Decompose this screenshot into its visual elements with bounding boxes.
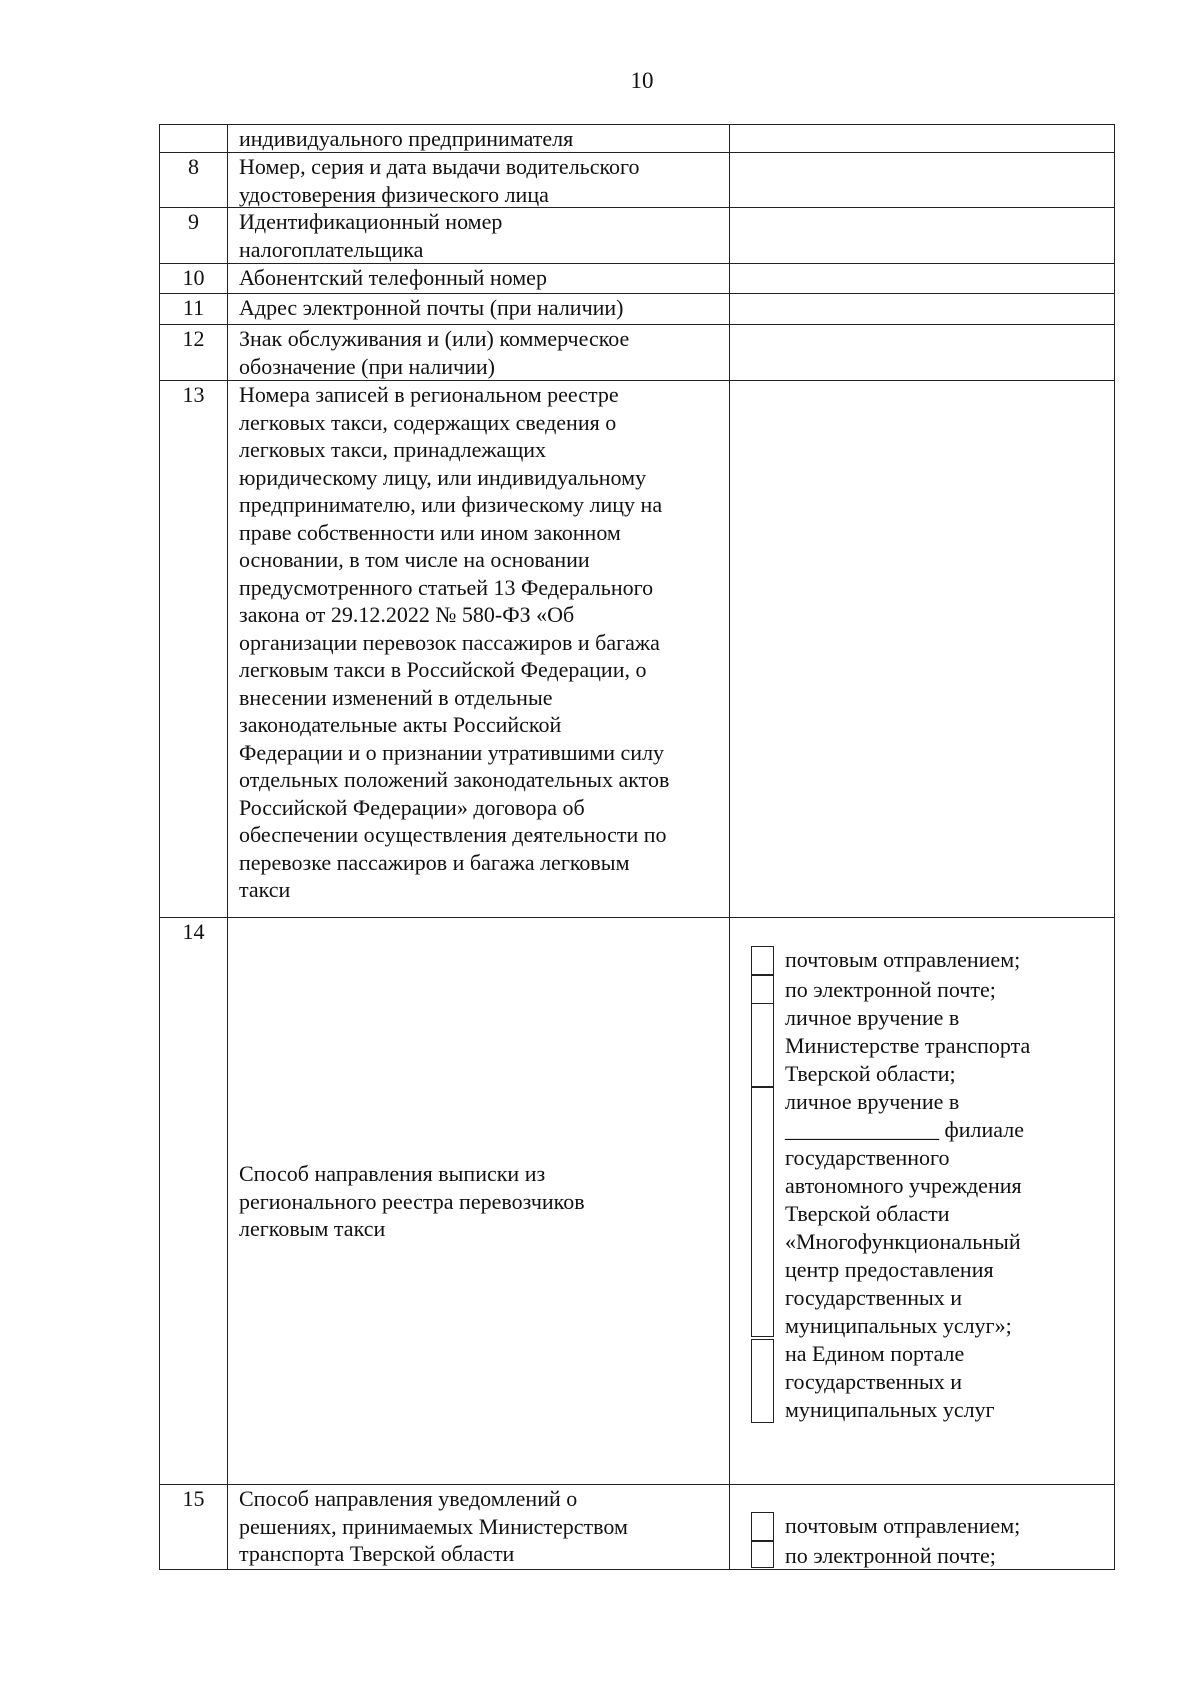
row-value-field[interactable] (730, 264, 1114, 293)
table-row (159, 152, 1115, 208)
row-label: индивидуального предпринимателя (228, 125, 730, 152)
option-personal-ministry[interactable]: личное вручение в Министерстве транспорта Тверской области; (751, 1004, 1114, 1088)
option-personal-mfc[interactable]: личное вручение в ______________ филиале государственного автономного учреждения Тверской области «Многофункциональный центр предоставления государственных и муниципальных услуг»; (751, 1088, 1114, 1340)
row-value-field[interactable] (730, 381, 1114, 917)
row-number: 9 (160, 208, 228, 263)
table-row (159, 1484, 1115, 1570)
row-label: Идентификационный номер налогоплательщика (228, 208, 730, 263)
table-row (159, 124, 1115, 153)
row-number: 11 (160, 294, 228, 324)
option-email[interactable]: по электронной почте; (751, 1542, 1114, 1570)
table-row (159, 293, 1115, 325)
row-label: Номера записей в региональном реестре легковых такси, содержащих сведения о легковых такси, принадлежащих юридическому лицу, или индивидуальному предпринимателю, или физическому лицу на праве собственности или ином законном основании, в том числе на основании предусмотренного статьей 13 Федерального закона от 29.12.2022 № 580-ФЗ «Об организации перевозок пассажиров и багажа легковым такси в Российской Федерации, о внесении изменений в отдельные законодательные акты Российской Федерации и о признании утратившими силу отдельных положений законодательных актов Российской Федерации» договора об обеспечении осуществления деятельности по перевозке пассажиров и багажа легковым такси (228, 381, 730, 917)
checkbox[interactable] (751, 1512, 774, 1542)
checkbox[interactable] (751, 1087, 774, 1337)
row-label: Номер, серия и дата выдачи водительского удостоверения физического лица (228, 153, 730, 207)
checkbox[interactable] (751, 1339, 774, 1423)
option-gosuslugi[interactable]: на Едином портале государственных и муниципальных услуг (751, 1340, 1114, 1424)
row-label: Способ направления уведомлений о решениях, принимаемых Министерством транспорта Тверской области (228, 1485, 730, 1569)
row-number: 12 (160, 325, 228, 380)
row-label: Способ направления выписки из регионального реестра перевозчиков легковым такси (228, 918, 730, 1484)
notification-options (730, 1485, 1114, 1569)
row-number (160, 125, 228, 152)
row-label: Знак обслуживания и (или) коммерческое обозначение (при наличии) (228, 325, 730, 380)
row-value-field[interactable] (730, 125, 1114, 152)
table-row (159, 263, 1115, 294)
option-mail[interactable]: почтовым отправлением; (751, 946, 1114, 976)
delivery-options (730, 918, 1114, 1484)
table-row (159, 324, 1115, 381)
row-number: 8 (160, 153, 228, 207)
page-number: 10 (630, 68, 654, 93)
row-number: 13 (160, 381, 228, 917)
checkbox[interactable] (751, 1003, 774, 1087)
checkbox[interactable] (751, 946, 774, 976)
row-value-field[interactable] (730, 294, 1114, 324)
table-row (159, 380, 1115, 918)
row-number: 15 (160, 1485, 228, 1569)
row-value-field[interactable] (730, 153, 1114, 207)
row-number: 10 (160, 264, 228, 293)
checkbox[interactable] (751, 974, 774, 1004)
option-email[interactable]: по электронной почте; (751, 976, 1114, 1004)
checkbox[interactable] (751, 1540, 774, 1568)
row-number: 14 (160, 918, 228, 1484)
row-value-field[interactable] (730, 208, 1114, 263)
option-mail[interactable]: почтовым отправлением; (751, 1512, 1114, 1542)
row-label: Адрес электронной почты (при наличии) (228, 294, 730, 324)
table-row (159, 207, 1115, 264)
row-label: Абонентский телефонный номер (228, 264, 730, 293)
row-value-field[interactable] (730, 325, 1114, 380)
table-row (159, 917, 1115, 1485)
